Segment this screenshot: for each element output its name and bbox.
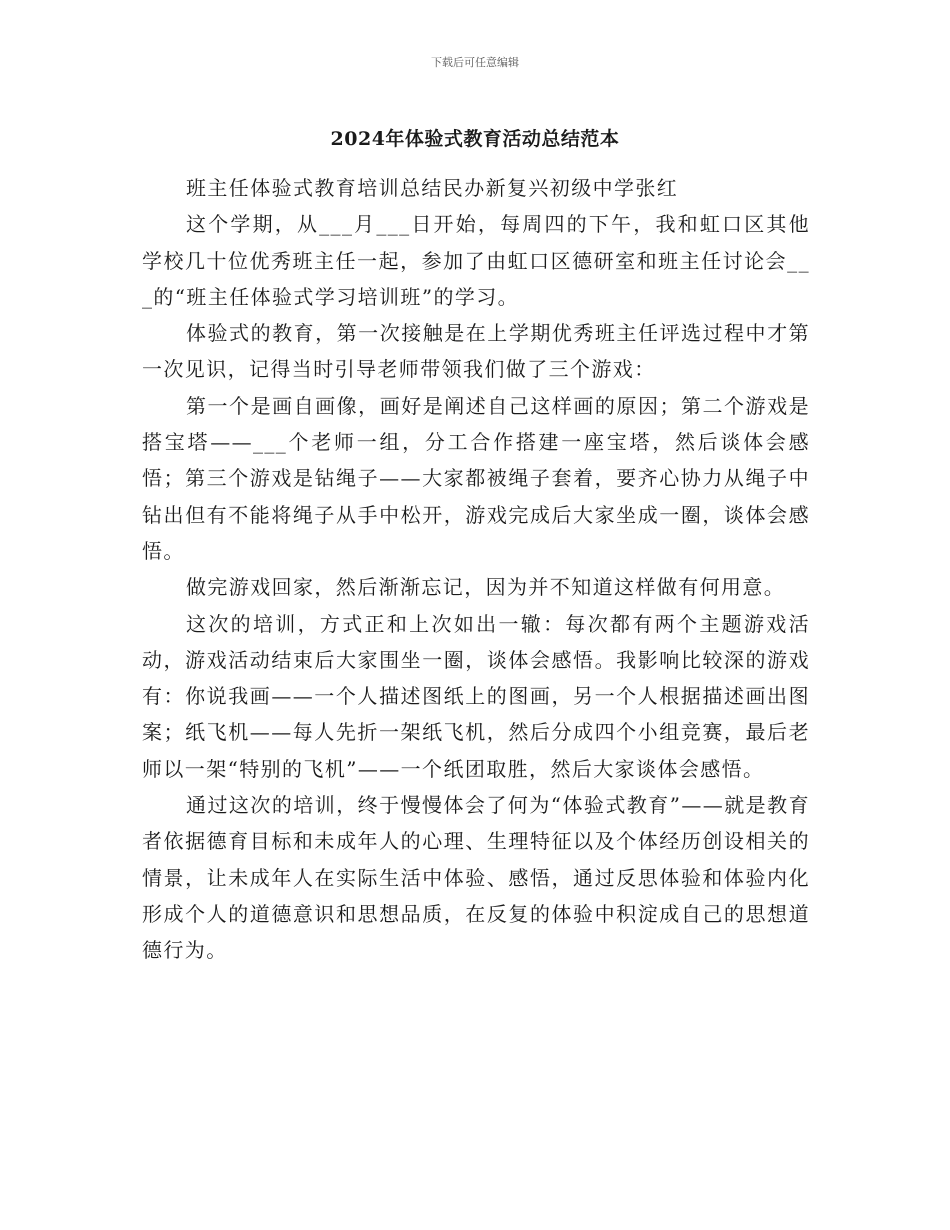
document-body: [142, 170, 810, 969]
paragraph: 通过这次的培训，终于慢慢体会了何为“体验式教育”——就是教育者依据德育目标和未成年人的心理、生理特征以及个体经历创设相关的情景，让未成年人在实际生活中体验、感悟，通过反思体验和体验内化形成个人的道德意识和思想品质，在反复的体验中积淀成自己的思想道德行为。: [142, 793, 810, 963]
paragraph-subtitle: 班主任体验式教育培训总结民办新复兴初级中学张红: [186, 176, 679, 200]
document-title: 2024年体验式教育活动总结范本: [330, 128, 620, 150]
paragraph: 这个学期，从___月___日开始，每周四的下午，我和虹口区其他学校几十位优秀班主任一起，参加了由虹口区德研室和班主任讨论会___的“班主任体验式学习培训班”的学习。: [142, 212, 810, 309]
paragraph: 这次的培训，方式正和上次如出一辙：每次都有两个主题游戏活动，游戏活动结束后大家围坐一圈，谈体会感悟。我影响比较深的游戏有：你说我画——一个人描述图纸上的图画，另一个人根据描述画出图案；纸飞机——每人先折一架纸飞机，然后分成四个小组竞赛，最后老师以一架“特别的飞机”——一个纸团取胜，然后大家谈体会感悟。: [142, 611, 810, 781]
header-note: 下载后可任意编辑: [431, 56, 519, 69]
paragraph: 体验式的教育，第一次接触是在上学期优秀班主任评选过程中才第一次见识，记得当时引导老师带领我们做了三个游戏：: [142, 321, 810, 382]
paragraph: 做完游戏回家，然后渐渐忘记，因为并不知道这样做有何用意。: [186, 575, 786, 600]
paragraph: 第一个是画自画像，画好是阐述自己这样画的原因；第二个游戏是搭宝塔——___个老师一组，分工合作搭建一座宝塔，然后谈体会感悟；第三个游戏是钻绳子——大家都被绳子套着，要齐心协力从绳子中钻出但有不能将绳子从手中松开，游戏完成后大家坐成一圈，谈体会感悟。: [142, 393, 810, 563]
